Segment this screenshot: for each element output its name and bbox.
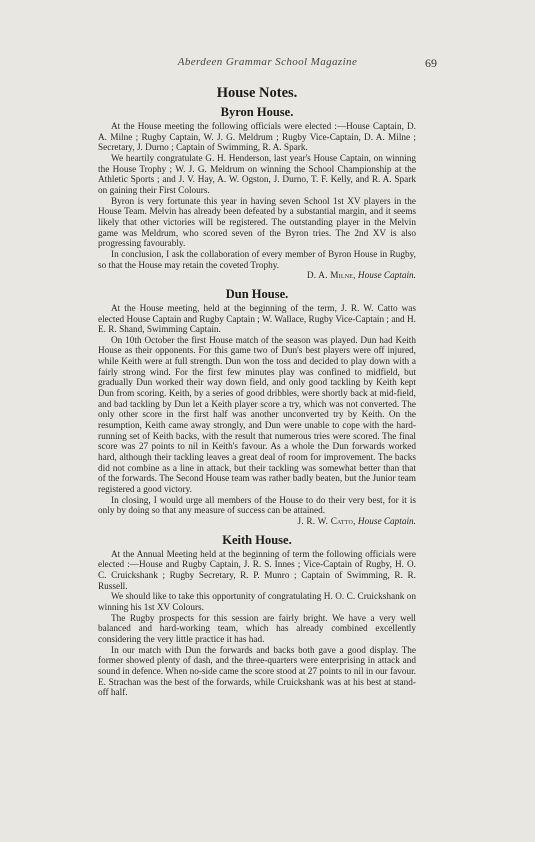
byron-paragraph: Byron is very fortunate this year in having seven School 1st XV players in the House Team. Melvin has already been defeated by a substantial margin, and it seems likely that other victories will be registered. The outstanding player in the Melvin game was Meldrum, who scored seven of the Byron tries. The 2nd XV is also progressing favourably. <box>98 196 416 250</box>
page-number: 69 <box>425 56 437 70</box>
keith-paragraph: In our match with Dun the forwards and backs both gave a good display. The former showed plenty of dash, and the three-quarters were enterprising in attack and sound in defence. When no-side came the score stood at 27 points to nil in our favour. E. Strachan was the best of the forwards, while Cruickshank was at his best at stand-off half. <box>98 645 416 699</box>
magazine-title: Aberdeen Grammar School Magazine <box>177 56 358 68</box>
byron-house-section <box>98 105 416 282</box>
dun-house-section <box>98 287 416 528</box>
keith-paragraph: The Rugby prospects for this session are fairly bright. We have a very well balanced and hard-working team, which has already combined excellently considering the very little practice it has had. <box>98 613 416 645</box>
keith-paragraph: At the Annual Meeting held at the beginning of term the following officials were elected :—House and Rugby Captain, J. R. S. Innes ; Vice-Captain of Rugby, H. O. C. Cruickshank ; Rugby Secretary, R. P. Munro ; Captain of Swimming, R. R. Russell. <box>98 549 416 592</box>
dun-paragraph: On 10th October the first House match of the season was played. Dun had Keith House as their opponents. For this game two of Dun's best players were off injured, while Keith were at full strength. Dun won the toss and decided to play down with a fairly strong wind. For the first few minutes play was confined to midfield, but gradually Dun worked their way down field, and only good tackling by Keith kept Dun from scoring. Keith, by a series of good dribbles, were shortly back at mid-field, and bad tackling by Dun let a Keith player score a try, which was not converted. The only other score in the first half was another unconverted try by Keith. On the resumption, Keith came away strongly, and Dun were unable to cope with the hard-running set of Keith backs, with the result that numerous tries were scored. The final score was 27 points to nil in Keith's favour. As a whole the Dun forwards worked hard, although their tackling leaves a great deal of room for improvement. The backs did not combine as a line in attack, but their tackling was somewhat better than that of the forwards. The Second House team was rather badly beaten, but the Junior team registered a good victory. <box>98 335 416 495</box>
keith-paragraph: We should like to take this opportunity of congratulating H. O. C. Cruickshank on winning his 1st XV Colours. <box>98 592 416 613</box>
signature-role: House Captain. <box>357 516 416 527</box>
byron-paragraph: At the House meeting the following officials were elected :—House Captain, D. A. Milne ; Rugby Captain, W. J. G. Meldrum ; Rugby Vice-Captain, D. A. Milne ; Secretary, J. Durno ; Captain of Swimming, R. A. Spark. <box>98 122 416 154</box>
keith-house-section <box>98 533 416 699</box>
dun-signature <box>98 517 416 528</box>
byron-signature <box>98 271 416 282</box>
keith-heading: Keith House. <box>222 532 292 547</box>
running-header <box>0 56 535 74</box>
byron-paragraph: We heartily congratulate G. H. Henderson, last year's House Captain, on winning the House Trophy ; W. J. G. Meldrum on winning the School Championship at the Athletic Sports ; and J. V. Hay, A. W. Ogston, J. Durno, T. F. Kelly, and R. A. Spark on gaining their First Colours. <box>98 153 416 196</box>
signature-name: D. A. Milne, <box>306 271 356 282</box>
article-body <box>98 84 416 699</box>
signature-role: House Captain. <box>357 271 416 282</box>
article-title: House Notes. <box>216 85 298 101</box>
dun-paragraph: In closing, I would urge all members of the House to do their very best, for it is only by doing so that any measure of success can be attained. <box>98 495 416 517</box>
byron-heading: Byron House. <box>220 105 294 119</box>
byron-paragraph: In conclusion, I ask the collaboration of every member of Byron House in Rugby, so that the House may retain the coveted Trophy. <box>98 249 416 271</box>
dun-paragraph: At the House meeting, held at the beginning of the term, J. R. W. Catto was elected House Captain and Rugby Captain ; W. Wallace, Rugby Vice-Captain ; and H. E. R. Shand, Swimming Captain. <box>98 303 416 336</box>
signature-name: J. R. W. Catto, <box>297 516 356 527</box>
dun-heading: Dun House. <box>225 286 289 301</box>
